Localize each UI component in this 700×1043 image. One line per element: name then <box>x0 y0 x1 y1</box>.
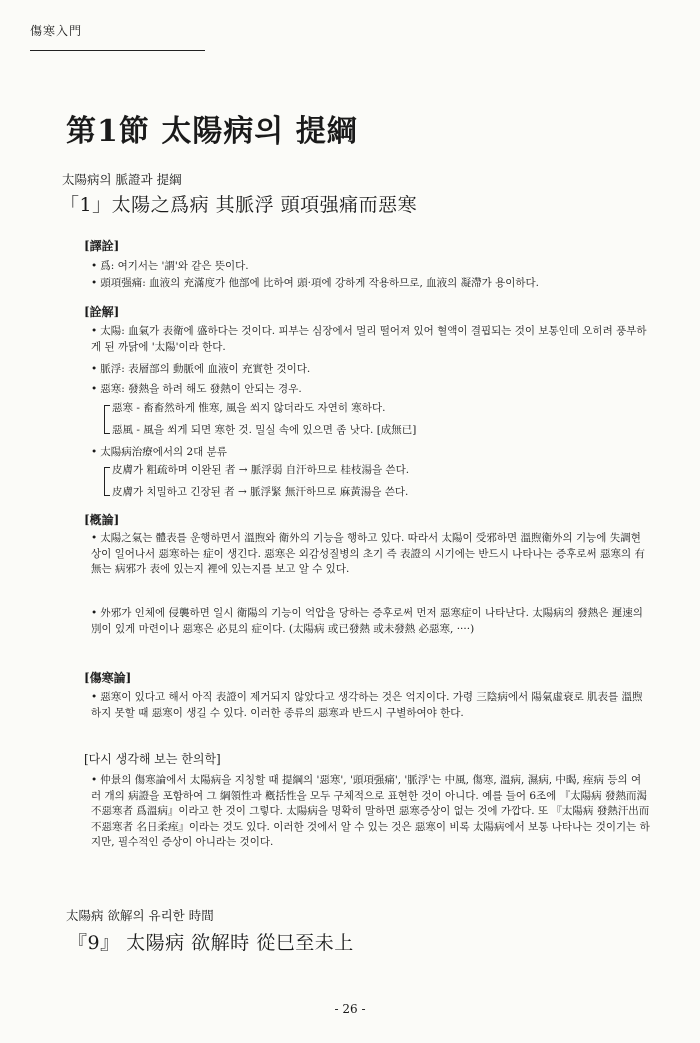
dasi-label: [다시 생각해 보는 한의학] <box>84 752 221 766</box>
hwanhae-item-3: • 惡寒: 發熱을 하려 해도 發熱이 안되는 경우. <box>91 382 676 398</box>
bracket-bottom <box>104 481 110 496</box>
sanghanron-label: [傷寒論] <box>84 671 132 685</box>
verse-9: 『9』 太陽病 欲解時 從巳至未上 <box>68 932 354 954</box>
bracket-top <box>104 467 110 482</box>
verse-1: 「1」太陽之爲病 其脈浮 頭項强痛而惡寒 <box>60 194 418 216</box>
hwanhae-item-2: • 脈浮: 表層部의 動脈에 血液이 充實한 것이다. <box>91 362 676 378</box>
hwanhae-item-1: • 太陽: 血氣가 表衛에 盛하다는 것이다. 피부는 심장에서 멀리 떨어져 있어 혈액이 결핍되는 것이 보통인데 오히려 풍부하게 된 까닭에 '太陽'이라 한다. <box>91 324 651 355</box>
akpung-definition: 惡風 - 風을 쐬게 되면 寒한 것. 밀실 속에 있으면 좀 낫다. [成無已] <box>112 424 417 436</box>
section-subtitle: 太陽病의 脈證과 提綱 <box>62 172 182 187</box>
page-number: - 26 - <box>334 1002 366 1016</box>
treatment-guizhi: 皮膚가 粗疏하며 이완된 者 → 脈浮弱 自汗하므로 桂枝湯을 쓴다. <box>112 464 410 476</box>
akhan-definition: 惡寒 - 畜畜然하게 惟寒, 風을 쐬지 않더라도 자연히 寒하다. <box>112 402 386 414</box>
running-header: 傷寒入門 <box>30 24 83 38</box>
gaeron-label: [槪論] <box>84 513 120 527</box>
sanghanron-item-1: • 惡寒이 있다고 해서 아직 表證이 제거되지 않았다고 생각하는 것은 억지이다. 가령 三陰病에서 陽氣虛衰로 肌表를 溫煦하지 못할 때 惡寒이 생길 수 있다. 이러한 종류의 惡寒과 반드시 구별하여야 한다. <box>91 690 651 721</box>
gaeron-item-1: • 太陽之氣는 體表를 운행하면서 溫煦와 衛外의 기능을 행하고 있다. 따라서 太陽이 受邪하면 溫煦衛外의 기능에 失調현상이 일어나서 惡寒하는 症이 생긴다. 惡寒은 외감성질병의 초기 즉 表證의 시기에는 반드시 나타나는 증후로써 惡寒의 有無는 病邪가 表에 있는지 裡에 있는지를 보고 알 수 있다. <box>91 531 651 578</box>
yakjeon-label: [譯詮] <box>84 239 120 253</box>
header-rule <box>30 50 205 51</box>
gaeron-item-2: • 外邪가 인체에 侵襲하면 일시 衛陽의 기능이 억압을 당하는 증후로써 먼저 惡寒症이 나타난다. 太陽病의 發熱은 遲速의 別이 있게 마련이나 惡寒은 必見의 症이다. (太陽病 或已發熱 或未發熱 必惡寒, ····) <box>91 606 651 637</box>
treatment-title: • 太陽病治療에서의 2대 분류 <box>91 445 676 461</box>
section-subtitle: 太陽病 欲解의 유리한 時間 <box>66 908 214 923</box>
bracket-top <box>104 405 110 420</box>
yakjeon-item-1: • 爲: 여기서는 '謂'와 같은 뜻이다. <box>91 259 676 275</box>
yakjeon-item-2: • 頭項强痛: 血液의 充滿度가 他部에 比하여 頭·項에 강하게 작용하므로, 血液의 凝滯가 용이하다. <box>91 276 676 292</box>
dasi-item-1: • 仲景의 傷寒論에서 太陽病을 지칭할 때 提綱의 '惡寒', '頭項强痛', '脈浮'는 中風, 傷寒, 溫病, 濕病, 中暍, 痓病 등의 여러 개의 病證을 포함하여 그 綱領性과 槪括性을 모두 구체적으로 표현한 것이 아니다. 예를 들어 6조에 『太陽病 發熱而渴 不惡寒者 爲溫病』이라고 한 것이 그렇다. 太陽病을 명확히 말하면 惡寒증상이 없는 것에 가깝다. 또 『太陽病 發熱汗出而不惡寒者 名日柔痓』이라는 것도 있다. 이러한 것에서 알 수 있는 것은 惡寒이 비록 太陽病에서 보통 나타나는 것이기는 하지만, 필수적인 증상이 아니라는 것이다. <box>91 773 651 851</box>
treatment-mahuang: 皮膚가 치밀하고 긴장된 者 → 脈浮緊 無汗하므로 麻黃湯을 쓴다. <box>112 486 409 498</box>
chapter-title: 第1節 太陽病의 提綱 <box>66 114 358 149</box>
hwanhae-label: [詮解] <box>84 305 120 319</box>
bracket-bottom <box>104 419 110 434</box>
